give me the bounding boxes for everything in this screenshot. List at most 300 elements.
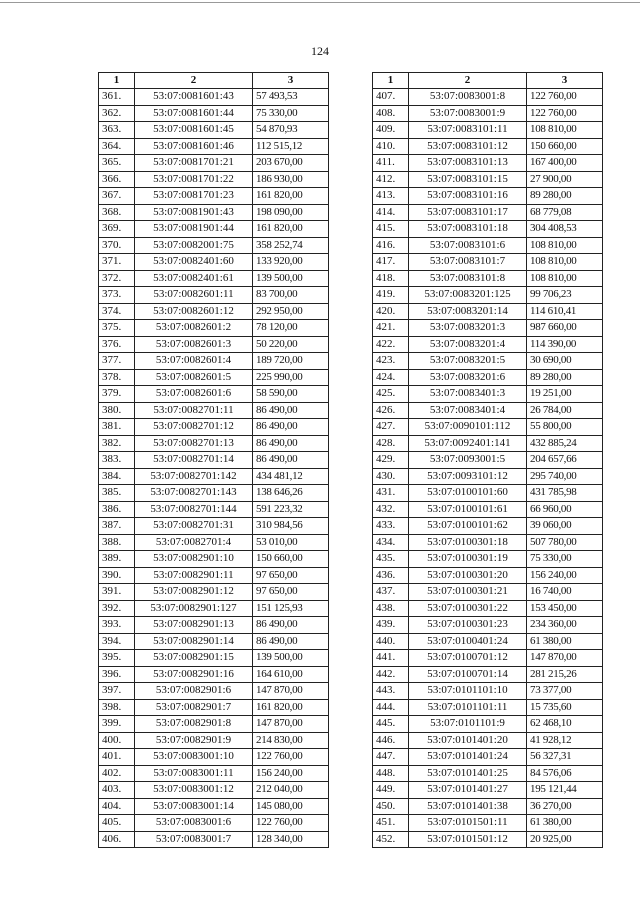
row-number: 428.: [373, 435, 409, 452]
row-number: 383.: [99, 452, 135, 469]
cadastral-number: 53:07:0083101:11: [409, 122, 527, 139]
row-number: 411.: [373, 155, 409, 172]
cadastral-value: 20 925,00: [527, 831, 603, 848]
table-row: [373, 155, 603, 172]
table-row: [373, 435, 603, 452]
row-number: 401.: [99, 749, 135, 766]
table-row: [99, 287, 329, 304]
cadastral-value: 86 490,00: [253, 419, 329, 436]
table-row: [373, 683, 603, 700]
row-number: 392.: [99, 600, 135, 617]
row-number: 402.: [99, 765, 135, 782]
page-number: 124: [311, 44, 329, 58]
row-number: 429.: [373, 452, 409, 469]
table-row: [373, 89, 603, 106]
cadastral-value: 108 810,00: [527, 254, 603, 271]
table-row: [373, 402, 603, 419]
cadastral-value: 432 885,24: [527, 435, 603, 452]
left-table-body: [99, 89, 329, 848]
cadastral-number: 53:07:0081701:23: [135, 188, 253, 205]
cadastral-value: 57 493,53: [253, 89, 329, 106]
table-row: [99, 89, 329, 106]
row-number: 420.: [373, 303, 409, 320]
right-cadastral-table: [372, 72, 603, 848]
table-row: [373, 353, 603, 370]
row-number: 407.: [373, 89, 409, 106]
row-number: 414.: [373, 204, 409, 221]
row-number: 452.: [373, 831, 409, 848]
cadastral-number: 53:07:0082901:8: [135, 716, 253, 733]
cadastral-value: 84 576,06: [527, 765, 603, 782]
table-row: [373, 534, 603, 551]
cadastral-value: 61 380,00: [527, 815, 603, 832]
row-number: 427.: [373, 419, 409, 436]
cadastral-number: 53:07:0100101:62: [409, 518, 527, 535]
cadastral-value: 73 377,00: [527, 683, 603, 700]
row-number: 404.: [99, 798, 135, 815]
cadastral-value: 54 870,93: [253, 122, 329, 139]
table-row: [99, 765, 329, 782]
cadastral-value: 431 785,98: [527, 485, 603, 502]
table-row: [99, 584, 329, 601]
cadastral-number: 53:07:0083101:16: [409, 188, 527, 205]
table-row: [99, 369, 329, 386]
cadastral-number: 53:07:0083101:12: [409, 138, 527, 155]
cadastral-number: 53:07:0082701:142: [135, 468, 253, 485]
cadastral-value: 108 810,00: [527, 270, 603, 287]
cadastral-value: 66 960,00: [527, 501, 603, 518]
cadastral-number: 53:07:0083201:6: [409, 369, 527, 386]
table-row: [99, 386, 329, 403]
cadastral-number: 53:07:0092401:141: [409, 435, 527, 452]
table-row: [373, 749, 603, 766]
right-table-body: [373, 89, 603, 848]
row-number: 384.: [99, 468, 135, 485]
table-row: [373, 105, 603, 122]
cadastral-value: 133 920,00: [253, 254, 329, 271]
row-number: 388.: [99, 534, 135, 551]
row-number: 371.: [99, 254, 135, 271]
cadastral-value: 86 490,00: [253, 633, 329, 650]
row-number: 366.: [99, 171, 135, 188]
table-row: [373, 452, 603, 469]
cadastral-value: 30 690,00: [527, 353, 603, 370]
row-number: 363.: [99, 122, 135, 139]
row-number: 448.: [373, 765, 409, 782]
cadastral-number: 53:07:0082901:7: [135, 699, 253, 716]
cadastral-value: 58 590,00: [253, 386, 329, 403]
cadastral-number: 53:07:0083401:3: [409, 386, 527, 403]
column-header-number: 1: [373, 73, 409, 89]
cadastral-value: 36 270,00: [527, 798, 603, 815]
cadastral-number: 53:07:0100301:21: [409, 584, 527, 601]
row-number: 413.: [373, 188, 409, 205]
table-row: [99, 518, 329, 535]
cadastral-number: 53:07:0082901:6: [135, 683, 253, 700]
cadastral-value: 292 950,00: [253, 303, 329, 320]
cadastral-number: 53:07:0082901:9: [135, 732, 253, 749]
table-row: [99, 452, 329, 469]
cadastral-value: 122 760,00: [253, 749, 329, 766]
cadastral-number: 53:07:0083101:7: [409, 254, 527, 271]
cadastral-value: 591 223,32: [253, 501, 329, 518]
row-number: 393.: [99, 617, 135, 634]
cadastral-number: 53:07:0101401:27: [409, 782, 527, 799]
cadastral-number: 53:07:0101501:12: [409, 831, 527, 848]
cadastral-value: 147 870,00: [527, 650, 603, 667]
row-number: 449.: [373, 782, 409, 799]
cadastral-value: 189 720,00: [253, 353, 329, 370]
table-row: [99, 419, 329, 436]
table-header-row: [99, 73, 329, 89]
table-row: [99, 534, 329, 551]
row-number: 435.: [373, 551, 409, 568]
table-row: [373, 303, 603, 320]
table-row: [373, 551, 603, 568]
cadastral-number: 53:07:0100101:60: [409, 485, 527, 502]
table-row: [373, 138, 603, 155]
table-row: [373, 567, 603, 584]
table-row: [373, 171, 603, 188]
cadastral-number: 53:07:0083001:10: [135, 749, 253, 766]
cadastral-number: 53:07:0082401:61: [135, 270, 253, 287]
cadastral-value: 62 468,10: [527, 716, 603, 733]
cadastral-number: 53:07:0082601:4: [135, 353, 253, 370]
table-row: [373, 188, 603, 205]
table-row: [99, 666, 329, 683]
row-number: 412.: [373, 171, 409, 188]
table-row: [99, 699, 329, 716]
row-number: 434.: [373, 534, 409, 551]
cadastral-value: 150 660,00: [527, 138, 603, 155]
left-cadastral-table: [98, 72, 329, 848]
cadastral-value: 61 380,00: [527, 633, 603, 650]
cadastral-value: 203 670,00: [253, 155, 329, 172]
cadastral-number: 53:07:0082601:2: [135, 320, 253, 337]
cadastral-value: 156 240,00: [527, 567, 603, 584]
table-row: [373, 221, 603, 238]
row-number: 385.: [99, 485, 135, 502]
cadastral-number: 53:07:0101401:38: [409, 798, 527, 815]
row-number: 450.: [373, 798, 409, 815]
cadastral-number: 53:07:0082901:16: [135, 666, 253, 683]
cadastral-number: 53:07:0082701:143: [135, 485, 253, 502]
table-row: [99, 155, 329, 172]
cadastral-value: 68 779,08: [527, 204, 603, 221]
cadastral-number: 53:07:0083201:14: [409, 303, 527, 320]
cadastral-value: 39 060,00: [527, 518, 603, 535]
row-number: 395.: [99, 650, 135, 667]
table-row: [99, 633, 329, 650]
cadastral-value: 151 125,93: [253, 600, 329, 617]
cadastral-value: 153 450,00: [527, 600, 603, 617]
column-header-value: 3: [527, 73, 603, 89]
table-row: [373, 237, 603, 254]
row-number: 379.: [99, 386, 135, 403]
row-number: 381.: [99, 419, 135, 436]
cadastral-value: 114 390,00: [527, 336, 603, 353]
cadastral-value: 304 408,53: [527, 221, 603, 238]
cadastral-number: 53:07:0082901:11: [135, 567, 253, 584]
table-row: [99, 501, 329, 518]
cadastral-number: 53:07:0082901:14: [135, 633, 253, 650]
table-row: [99, 221, 329, 238]
cadastral-value: 86 490,00: [253, 435, 329, 452]
cadastral-value: 145 080,00: [253, 798, 329, 815]
table-row: [373, 765, 603, 782]
row-number: 396.: [99, 666, 135, 683]
cadastral-value: 16 740,00: [527, 584, 603, 601]
table-row: [373, 287, 603, 304]
table-row: [99, 749, 329, 766]
row-number: 373.: [99, 287, 135, 304]
table-row: [99, 617, 329, 634]
cadastral-value: 108 810,00: [527, 237, 603, 254]
cadastral-number: 53:07:0101101:11: [409, 699, 527, 716]
cadastral-number: 53:07:0082901:13: [135, 617, 253, 634]
cadastral-number: 53:07:0083401:4: [409, 402, 527, 419]
cadastral-number: 53:07:0083001:6: [135, 815, 253, 832]
table-row: [373, 650, 603, 667]
cadastral-number: 53:07:0100301:20: [409, 567, 527, 584]
cadastral-number: 53:07:0082701:4: [135, 534, 253, 551]
table-row: [99, 716, 329, 733]
table-row: [99, 105, 329, 122]
cadastral-value: 86 490,00: [253, 452, 329, 469]
table-row: [373, 122, 603, 139]
cadastral-value: 147 870,00: [253, 716, 329, 733]
cadastral-value: 164 610,00: [253, 666, 329, 683]
row-number: 400.: [99, 732, 135, 749]
cadastral-value: 139 500,00: [253, 650, 329, 667]
cadastral-number: 53:07:0100301:18: [409, 534, 527, 551]
scan-edge-line: [0, 2, 640, 3]
row-number: 375.: [99, 320, 135, 337]
row-number: 410.: [373, 138, 409, 155]
table-row: [373, 666, 603, 683]
table-row: [99, 254, 329, 271]
row-number: 377.: [99, 353, 135, 370]
cadastral-value: 86 490,00: [253, 617, 329, 634]
cadastral-number: 53:07:0083101:13: [409, 155, 527, 172]
cadastral-number: 53:07:0082701:13: [135, 435, 253, 452]
table-row: [99, 353, 329, 370]
cadastral-number: 53:07:0093001:5: [409, 452, 527, 469]
cadastral-number: 53:07:0082701:12: [135, 419, 253, 436]
row-number: 418.: [373, 270, 409, 287]
cadastral-number: 53:07:0081901:43: [135, 204, 253, 221]
cadastral-number: 53:07:0100701:14: [409, 666, 527, 683]
cadastral-value: 987 660,00: [527, 320, 603, 337]
cadastral-number: 53:07:0101501:11: [409, 815, 527, 832]
row-number: 423.: [373, 353, 409, 370]
row-number: 378.: [99, 369, 135, 386]
cadastral-value: 234 360,00: [527, 617, 603, 634]
row-number: 439.: [373, 617, 409, 634]
table-row: [99, 485, 329, 502]
cadastral-value: 108 810,00: [527, 122, 603, 139]
row-number: 424.: [373, 369, 409, 386]
cadastral-number: 53:07:0082601:11: [135, 287, 253, 304]
table-row: [373, 815, 603, 832]
cadastral-value: 75 330,00: [527, 551, 603, 568]
cadastral-number: 53:07:0083101:17: [409, 204, 527, 221]
table-row: [373, 798, 603, 815]
cadastral-number: 53:07:0100301:23: [409, 617, 527, 634]
table-row: [99, 798, 329, 815]
row-number: 409.: [373, 122, 409, 139]
table-row: [99, 303, 329, 320]
cadastral-value: 156 240,00: [253, 765, 329, 782]
cadastral-number: 53:07:0100701:12: [409, 650, 527, 667]
cadastral-number: 53:07:0082901:12: [135, 584, 253, 601]
column-header-value: 3: [253, 73, 329, 89]
cadastral-number: 53:07:0083001:7: [135, 831, 253, 848]
row-number: 433.: [373, 518, 409, 535]
row-number: 367.: [99, 188, 135, 205]
table-row: [373, 270, 603, 287]
cadastral-value: 15 735,60: [527, 699, 603, 716]
table-row: [99, 683, 329, 700]
cadastral-value: 97 650,00: [253, 567, 329, 584]
cadastral-number: 53:07:0100301:22: [409, 600, 527, 617]
cadastral-value: 19 251,00: [527, 386, 603, 403]
table-row: [99, 237, 329, 254]
cadastral-value: 204 657,66: [527, 452, 603, 469]
row-number: 364.: [99, 138, 135, 155]
row-number: 397.: [99, 683, 135, 700]
cadastral-value: 53 010,00: [253, 534, 329, 551]
table-row: [373, 732, 603, 749]
row-number: 421.: [373, 320, 409, 337]
cadastral-value: 434 481,12: [253, 468, 329, 485]
cadastral-value: 281 215,26: [527, 666, 603, 683]
row-number: 389.: [99, 551, 135, 568]
row-number: 405.: [99, 815, 135, 832]
row-number: 403.: [99, 782, 135, 799]
table-row: [373, 633, 603, 650]
row-number: 432.: [373, 501, 409, 518]
table-row: [373, 782, 603, 799]
row-number: 431.: [373, 485, 409, 502]
row-number: 422.: [373, 336, 409, 353]
cadastral-number: 53:07:0083101:18: [409, 221, 527, 238]
cadastral-value: 139 500,00: [253, 270, 329, 287]
cadastral-number: 53:07:0100101:61: [409, 501, 527, 518]
cadastral-number: 53:07:0081701:21: [135, 155, 253, 172]
cadastral-value: 78 120,00: [253, 320, 329, 337]
row-number: 368.: [99, 204, 135, 221]
cadastral-number: 53:07:0083201:3: [409, 320, 527, 337]
cadastral-value: 122 760,00: [527, 105, 603, 122]
row-number: 369.: [99, 221, 135, 238]
table-row: [99, 831, 329, 848]
table-row: [373, 617, 603, 634]
cadastral-number: 53:07:0083001:14: [135, 798, 253, 815]
row-number: 372.: [99, 270, 135, 287]
row-number: 394.: [99, 633, 135, 650]
cadastral-number: 53:07:0082901:127: [135, 600, 253, 617]
cadastral-number: 53:07:0083001:11: [135, 765, 253, 782]
table-row: [99, 171, 329, 188]
table-row: [373, 254, 603, 271]
row-number: 399.: [99, 716, 135, 733]
table-row: [99, 435, 329, 452]
cadastral-number: 53:07:0083201:125: [409, 287, 527, 304]
cadastral-value: 214 830,00: [253, 732, 329, 749]
cadastral-value: 295 740,00: [527, 468, 603, 485]
cadastral-number: 53:07:0082901:10: [135, 551, 253, 568]
row-number: 430.: [373, 468, 409, 485]
row-number: 444.: [373, 699, 409, 716]
row-number: 398.: [99, 699, 135, 716]
cadastral-value: 89 280,00: [527, 188, 603, 205]
row-number: 446.: [373, 732, 409, 749]
row-number: 387.: [99, 518, 135, 535]
table-row: [373, 204, 603, 221]
table-row: [99, 468, 329, 485]
cadastral-number: 53:07:0081601:43: [135, 89, 253, 106]
cadastral-number: 53:07:0081701:22: [135, 171, 253, 188]
row-number: 374.: [99, 303, 135, 320]
cadastral-number: 53:07:0101401:20: [409, 732, 527, 749]
table-row: [99, 567, 329, 584]
cadastral-value: 138 646,26: [253, 485, 329, 502]
cadastral-number: 53:07:0083001:8: [409, 89, 527, 106]
row-number: 390.: [99, 567, 135, 584]
cadastral-number: 53:07:0082701:31: [135, 518, 253, 535]
cadastral-value: 50 220,00: [253, 336, 329, 353]
table-row: [99, 138, 329, 155]
column-header-cadastral-number: 2: [409, 73, 527, 89]
cadastral-value: 56 327,31: [527, 749, 603, 766]
cadastral-value: 225 990,00: [253, 369, 329, 386]
table-row: [99, 188, 329, 205]
cadastral-value: 114 610,41: [527, 303, 603, 320]
cadastral-number: 53:07:0083201:5: [409, 353, 527, 370]
cadastral-number: 53:07:0082701:144: [135, 501, 253, 518]
cadastral-value: 161 820,00: [253, 221, 329, 238]
cadastral-value: 122 760,00: [253, 815, 329, 832]
cadastral-value: 150 660,00: [253, 551, 329, 568]
table-header-row: [373, 73, 603, 89]
column-header-cadastral-number: 2: [135, 73, 253, 89]
table-row: [373, 369, 603, 386]
cadastral-value: 212 040,00: [253, 782, 329, 799]
row-number: 447.: [373, 749, 409, 766]
cadastral-value: 161 820,00: [253, 699, 329, 716]
cadastral-number: 53:07:0101101:9: [409, 716, 527, 733]
cadastral-number: 53:07:0082601:6: [135, 386, 253, 403]
cadastral-value: 83 700,00: [253, 287, 329, 304]
table-row: [373, 501, 603, 518]
row-number: 437.: [373, 584, 409, 601]
row-number: 406.: [99, 831, 135, 848]
cadastral-value: 507 780,00: [527, 534, 603, 551]
cadastral-value: 358 252,74: [253, 237, 329, 254]
table-row: [99, 320, 329, 337]
cadastral-number: 53:07:0081601:46: [135, 138, 253, 155]
table-row: [373, 419, 603, 436]
row-number: 361.: [99, 89, 135, 106]
cadastral-value: 41 928,12: [527, 732, 603, 749]
cadastral-value: 195 121,44: [527, 782, 603, 799]
cadastral-number: 53:07:0101401:25: [409, 765, 527, 782]
table-row: [99, 336, 329, 353]
table-row: [373, 831, 603, 848]
cadastral-number: 53:07:0090101:112: [409, 419, 527, 436]
table-row: [99, 402, 329, 419]
